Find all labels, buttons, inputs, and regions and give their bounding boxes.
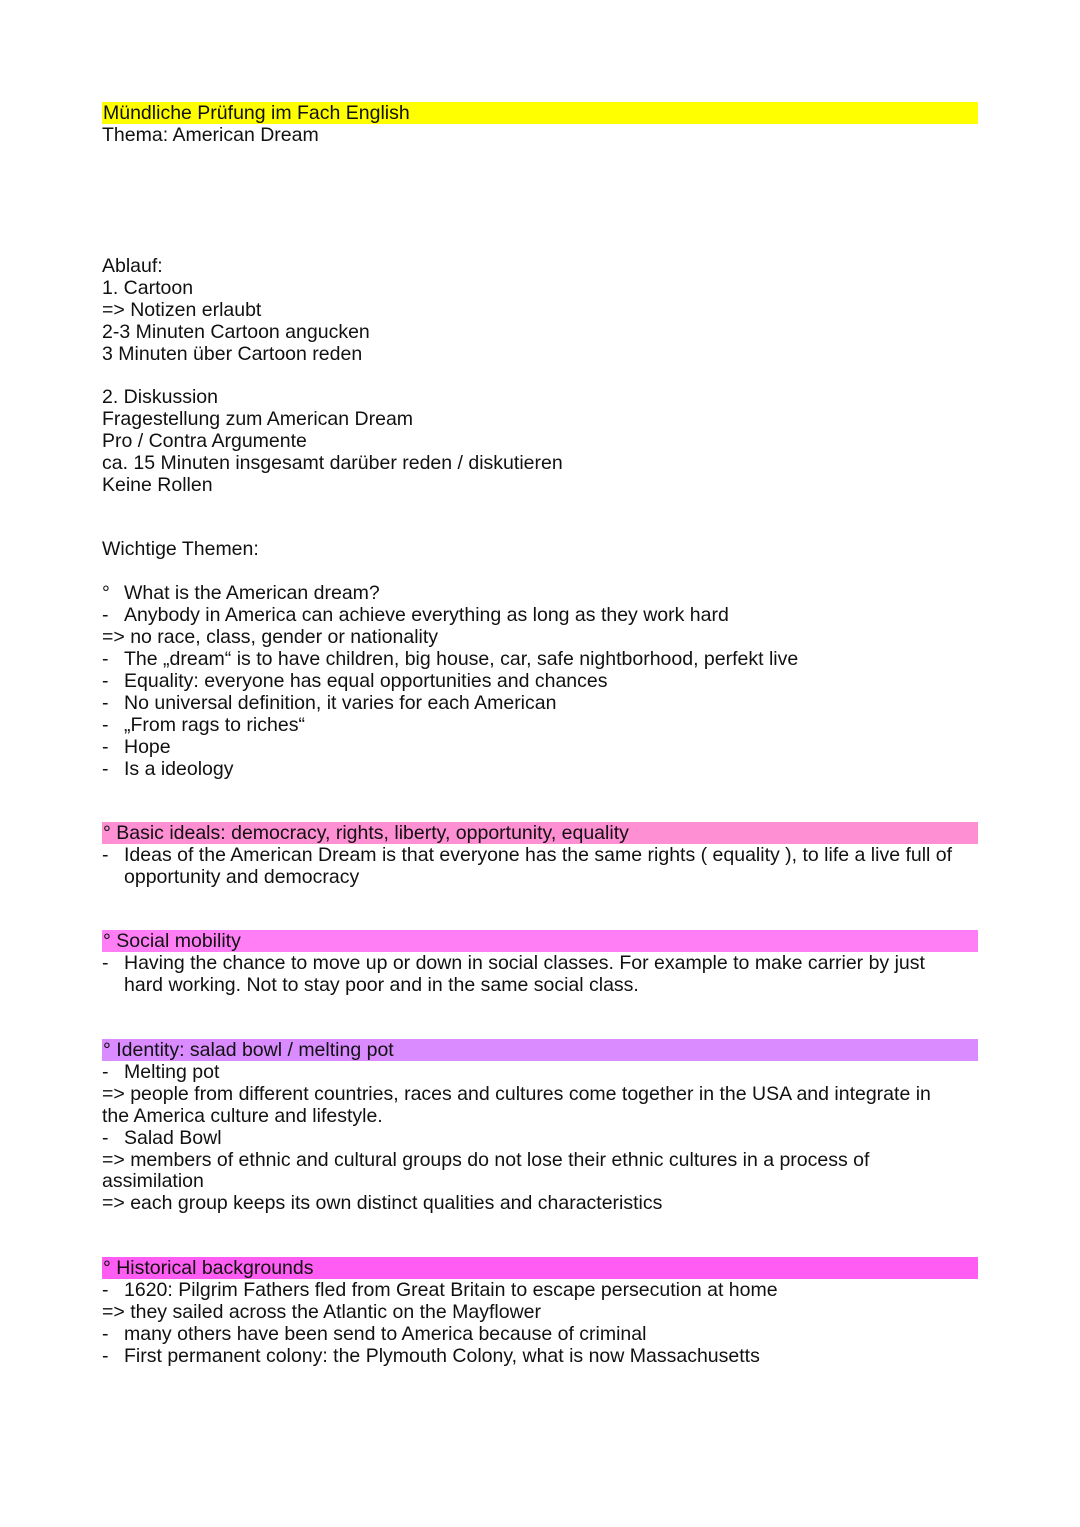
dash-marker: - xyxy=(102,758,109,780)
ablauf-line: 2-3 Minuten Cartoon angucken xyxy=(102,321,370,343)
list-item: - „From rags to riches“ xyxy=(102,714,305,736)
text-line: assimilation xyxy=(102,1170,204,1192)
section-heading-identity: ° Identity: salad bowl / melting pot xyxy=(102,1039,978,1061)
list-item-continuation: opportunity and democracy xyxy=(124,866,360,888)
diskussion-line: Pro / Contra Argumente xyxy=(102,430,307,452)
diskussion-line: Keine Rollen xyxy=(102,474,213,496)
list-item: - Anybody in America can achieve everything as long as they work hard xyxy=(102,604,729,626)
document-title: Mündliche Prüfung im Fach English xyxy=(102,102,978,124)
list-item: - Salad Bowl xyxy=(102,1127,222,1149)
section-heading-history: ° Historical backgrounds xyxy=(102,1257,978,1279)
list-item: - The „dream“ is to have children, big house, car, safe nightborhood, perfekt live xyxy=(102,648,799,670)
dash-marker: - xyxy=(102,1345,109,1367)
dash-marker: - xyxy=(102,604,109,626)
dash-marker: - xyxy=(102,648,109,670)
list-item: - Ideas of the American Dream is that everyone has the same rights ( equality ), to life a live full of xyxy=(102,844,953,866)
degree-marker: ° xyxy=(102,582,110,604)
ablauf-heading: Ablauf: xyxy=(102,255,163,277)
text-line: => people from different countries, races and cultures come together in the USA and integrate in xyxy=(102,1083,931,1105)
text-line: => members of ethnic and cultural groups do not lose their ethnic cultures in a process of xyxy=(102,1149,870,1171)
diskussion-heading: 2. Diskussion xyxy=(102,386,218,408)
diskussion-line: ca. 15 Minuten insgesamt darüber reden / diskutieren xyxy=(102,452,563,474)
dash-marker: - xyxy=(102,670,109,692)
dash-marker: - xyxy=(102,1279,109,1301)
list-item: - many others have been send to America because of criminal xyxy=(102,1323,647,1345)
text-line: => they sailed across the Atlantic on the Mayflower xyxy=(102,1301,541,1323)
list-item: - First permanent colony: the Plymouth Colony, what is now Massachusetts xyxy=(102,1345,760,1367)
list-item: - Is a ideology xyxy=(102,758,234,780)
dash-marker: - xyxy=(102,1323,109,1345)
text-line: => each group keeps its own distinct qualities and characteristics xyxy=(102,1192,663,1214)
diskussion-line: Fragestellung zum American Dream xyxy=(102,408,414,430)
section-heading-mobility: ° Social mobility xyxy=(102,930,978,952)
document-subtitle: Thema: American Dream xyxy=(102,124,319,146)
list-item: => no race, class, gender or nationality xyxy=(102,626,439,648)
dash-marker: - xyxy=(102,714,109,736)
ablauf-line: 3 Minuten über Cartoon reden xyxy=(102,343,363,365)
dash-marker: - xyxy=(102,844,109,866)
list-item: - Melting pot xyxy=(102,1061,220,1083)
list-item: - Having the chance to move up or down in social classes. For example to make carrier by just xyxy=(102,952,925,974)
list-item: - 1620: Pilgrim Fathers fled from Great Britain to escape persecution at home xyxy=(102,1279,778,1301)
text-line: the America culture and lifestyle. xyxy=(102,1105,383,1127)
dash-marker: - xyxy=(102,1061,109,1083)
themen-question: ° What is the American dream? xyxy=(102,582,380,604)
ablauf-line: 1. Cartoon xyxy=(102,277,194,299)
themen-heading: Wichtige Themen: xyxy=(102,538,259,560)
section-heading-ideals: ° Basic ideals: democracy, rights, liberty, opportunity, equality xyxy=(102,822,978,844)
list-item: - Hope xyxy=(102,736,171,758)
ablauf-line: => Notizen erlaubt xyxy=(102,299,262,321)
dash-marker: - xyxy=(102,736,109,758)
dash-marker: - xyxy=(102,952,109,974)
list-item: - No universal definition, it varies for each American xyxy=(102,692,557,714)
arrow-marker: => xyxy=(102,626,125,648)
dash-marker: - xyxy=(102,1127,109,1149)
list-item-continuation: hard working. Not to stay poor and in the same social class. xyxy=(124,974,639,996)
list-item: - Equality: everyone has equal opportunities and chances xyxy=(102,670,608,692)
dash-marker: - xyxy=(102,692,109,714)
